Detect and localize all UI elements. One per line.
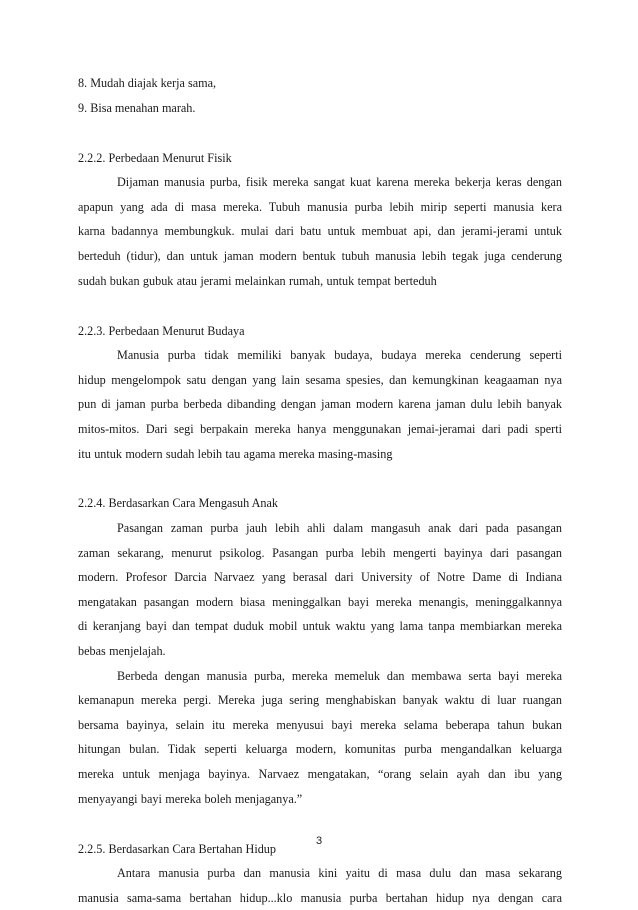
list-item: 8. Mudah diajak kerja sama, <box>78 76 217 90</box>
paragraph-line: menyayangi bayi mereka boleh menjaganya.” <box>78 791 303 806</box>
paragraph-line: bersama bayinya, selain itu mereka menyusui bayi mereka selama beberapa tahun bukan <box>78 717 562 732</box>
paragraph-line: sudah bukan gubuk atau jerami melainkan rumah, untuk tempat berteduh <box>78 273 437 288</box>
paragraph-line: karna badannya membungkuk. mulai dari batu untuk membuat api, dan jerami-jerami untuk <box>78 224 562 239</box>
paragraph-line: manusia sama-sama bertahan hidup...klo manusia purba bertahan hidup nya dengan cara <box>78 890 562 905</box>
paragraph-line: berteduh (tidur), dan untuk jaman modern bentuk tubuh manusia lebih tegak juga cenderung <box>78 248 562 263</box>
section-heading: 2.2.2. Perbedaan Menurut Fisik <box>78 150 232 165</box>
paragraph-line: mitos-mitos. Dari segi berpakain mereka hanya menggunakan jemai-jeramai dari padi sperti <box>78 421 562 436</box>
paragraph-line: hitungan bulan. Tidak seperti keluarga modern, komunitas purba mengandalkan keluarga <box>78 742 562 757</box>
paragraph-line: mereka untuk menjaga bayinya. Narvaez mengatakan, “orang selain ayah dan ibu yang <box>78 767 562 782</box>
paragraph-line: apapun yang ada di masa mereka. Tubuh manusia purba lebih mirip seperti manusia kera <box>78 199 562 214</box>
paragraph-line: itu untuk modern sudah lebih tau agama mereka masing-masing <box>78 446 393 461</box>
paragraph-line: Dijaman manusia purba, fisik mereka sangat kuat karena mereka bekerja keras dengan <box>117 175 562 190</box>
paragraph-line: pun di jaman purba berbeda dibanding dengan jaman modern karena jaman dulu lebih banyak <box>78 397 562 412</box>
paragraph <box>78 664 562 812</box>
paragraph-line: modern. Profesor Darcia Narvaez yang berasal dari University of Notre Dame di Indiana <box>78 570 562 585</box>
paragraph-line: bebas menjelajah. <box>78 644 166 659</box>
section-heading: 2.2.4. Berdasarkan Cara Mengasuh Anak <box>78 496 279 511</box>
paragraph-line: di keranjang bayi dan tempat duduk mobil untuk waktu yang lama tanpa membiarkan mereka <box>78 619 562 634</box>
paragraph-line: zaman sekarang, menurut psikolog. Pasangan purba lebih mengerti bayinya dari pasangan <box>78 545 562 560</box>
page-number: 3 <box>315 835 323 847</box>
paragraph-line: mengatakan pasangan modern biasa meninggalkan bayi mereka menangis, meninggalkannya <box>78 594 562 609</box>
paragraph-line: kemanapun mereka pergi. Mereka juga sering menghabiskan banyak waktu di luar ruangan <box>78 693 562 708</box>
paragraph-line: Pasangan zaman purba jauh lebih ahli dalam mangasuh anak dari pada pasangan <box>117 521 562 536</box>
list-item: 9. Bisa menahan marah. <box>78 100 196 115</box>
paragraph-line: Manusia purba tidak memiliki banyak budaya, budaya mereka cenderung seperti <box>117 348 562 363</box>
paragraph <box>78 170 562 293</box>
section-heading: 2.2.5. Berdasarkan Cara Bertahan Hidup <box>78 841 276 856</box>
paragraph <box>78 516 562 664</box>
section-heading: 2.2.3. Perbedaan Menurut Budaya <box>78 323 245 338</box>
paragraph <box>78 343 562 466</box>
document-page <box>78 71 562 910</box>
paragraph-line: hidup mengelompok satu dengan yang lain sesama spesies, dan kemungkinan keagaaman nya <box>78 372 562 387</box>
paragraph-line: Berbeda dengan manusia purba, mereka memeluk dan membawa serta bayi mereka <box>117 668 562 683</box>
paragraph-line: Antara manusia purba dan manusia kini yaitu di masa dulu dan masa sekarang <box>117 866 562 881</box>
